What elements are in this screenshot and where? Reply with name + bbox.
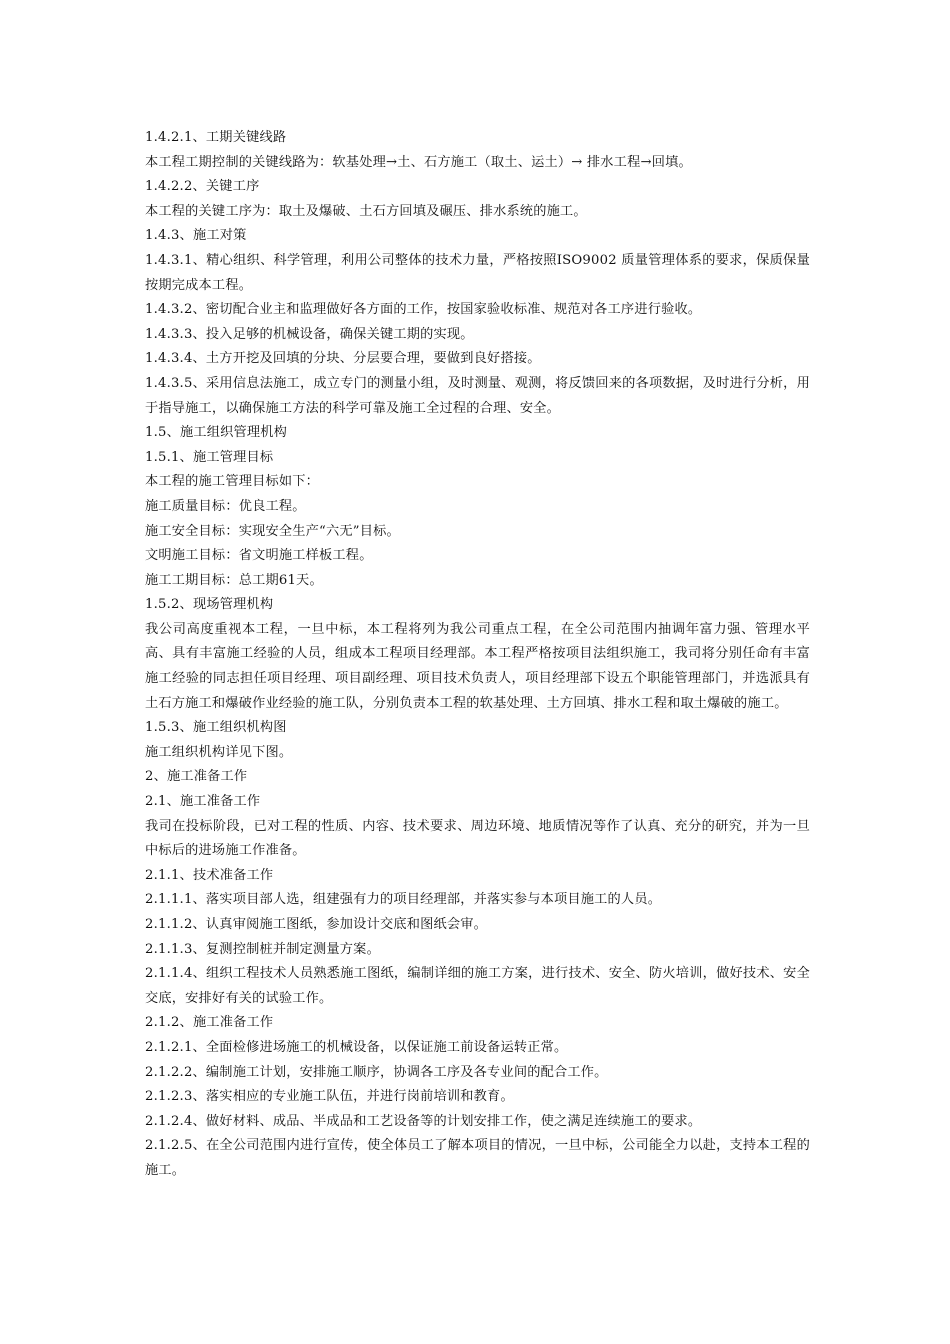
heading-management-goals: 1.5.1、施工管理目标: [145, 449, 274, 465]
heading-critical-path: 1.4.2.1、工期关键线路: [145, 130, 287, 145]
paragraph-prep-1: 2.1.2.1、全面检修进场施工的机械设备，以保证施工前设备运转正常。: [145, 1039, 568, 1055]
document-page: [145, 126, 810, 1184]
paragraph-tech-3: 2.1.1.3、复测控制桩并制定测量方案。: [145, 941, 380, 957]
paragraph-prep-4: 2.1.2.4、做好材料、成品、半成品和工艺设备等的计划安排工作，使之满足连续施工的要求。: [145, 1113, 702, 1129]
heading-technical-prep: 2.1.1、技术准备工作: [145, 867, 274, 883]
paragraph-preparation-intro: 我司在投标阶段，已对工程的性质、内容、技术要求、周边环境、地质情况等作了认真、充分的研究，并为一旦中标后的进场施工作准备。: [145, 818, 810, 859]
paragraph-prep-5: 2.1.2.5、在全公司范围内进行宣传，使全体员工了解本项目的情况，一旦中标，公司能全力以赴，支持本工程的施工。: [145, 1138, 810, 1178]
paragraph-measure-4: 1.4.3.4、土方开挖及回填的分块、分层要合理，要做到良好搭接。: [145, 351, 541, 367]
paragraph-measure-2: 1.4.3.2、密切配合业主和监理做好各方面的工作，按国家验收标准、规范对各工序进行验收。: [145, 302, 702, 318]
heading-key-process: 1.4.2.2、关键工序: [145, 179, 260, 195]
paragraph-org-chart: 施工组织机构详见下图。: [145, 744, 293, 760]
paragraph-measure-5: 1.4.3.5、采用信息法施工，成立专门的测量小组，及时测量、观测，将反馈回来的各项数据，及时进行分析，用于指导施工，以确保施工方法的科学可靠及施工全过程的合理、安全。: [145, 375, 810, 416]
heading-site-management: 1.5.2、现场管理机构: [145, 597, 274, 613]
paragraph-civilized-goal: 文明施工目标：省文明施工样板工程。: [145, 548, 373, 564]
paragraph-schedule-goal: 施工工期目标：总工期61天。: [145, 572, 323, 588]
paragraph-tech-2: 2.1.1.2、认真审阅施工图纸，参加设计交底和图纸会审。: [145, 917, 488, 932]
paragraph-measure-3: 1.4.3.3、投入足够的机械设备，确保关键工期的实现。: [145, 326, 474, 342]
heading-organization: 1.5、施工组织管理机构: [145, 425, 288, 441]
heading-preparation: 2、施工准备工作: [145, 769, 248, 785]
heading-construction-measures: 1.4.3、施工对策: [145, 228, 247, 244]
paragraph-goals-intro: 本工程的施工管理目标如下：: [145, 474, 320, 490]
paragraph-tech-4: 2.1.1.4、组织工程技术人员熟悉施工图纸，编制详细的施工方案，进行技术、安全、防火培训，做好技术、安全交底，安排好有关的试验工作。: [145, 966, 810, 1006]
paragraph-measure-1: 1.4.3.1、精心组织、科学管理，利用公司整体的技术力量，严格按照ISO9002 质量管理体系的要求，保质保量按期完成本工程。: [145, 252, 810, 293]
paragraph-critical-path: 本工程工期控制的关键线路为：软基处理→土、石方施工（取土、运土）→ 排水工程→回填。: [145, 154, 692, 170]
paragraph-key-process: 本工程的关键工序为：取土及爆破、土石方回填及碾压、排水系统的施工。: [145, 203, 587, 219]
heading-preparation-2-1: 2.1、施工准备工作: [145, 794, 261, 810]
paragraph-prep-2: 2.1.2.2、编制施工计划，安排施工顺序，协调各工序及各专业间的配合工作。: [145, 1064, 608, 1080]
paragraph-safety-goal: 施工安全目标：实现安全生产“六无”目标。: [145, 523, 400, 539]
paragraph-site-management: 我公司高度重视本工程，一旦中标，本工程将列为我公司重点工程，在全公司范围内抽调年富力强、管理水平高、具有丰富施工经验的人员，组成本工程项目经理部。本工程严格按项目法组织施工，我司将分别任命有丰富施工经验的同志担任项目经理、项目副经理、项目技术负责人，项目经理部下设五个职能管理部门，并选派具有土石方施工和爆破作业经验的施工队，分别负责本工程的软基处理、土方回填、排水工程和取土爆破的施工。: [145, 621, 810, 711]
heading-construction-prep: 2.1.2、施工准备工作: [145, 1015, 274, 1031]
paragraph-prep-3: 2.1.2.3、落实相应的专业施工队伍，并进行岗前培训和教育。: [145, 1089, 514, 1105]
heading-org-chart: 1.5.3、施工组织机构图: [145, 720, 287, 736]
paragraph-tech-1: 2.1.1.1、落实项目部人选，组建强有力的项目经理部，并落实参与本项目施工的人员。: [145, 892, 662, 908]
paragraph-quality-goal: 施工质量目标：优良工程。: [145, 498, 306, 514]
